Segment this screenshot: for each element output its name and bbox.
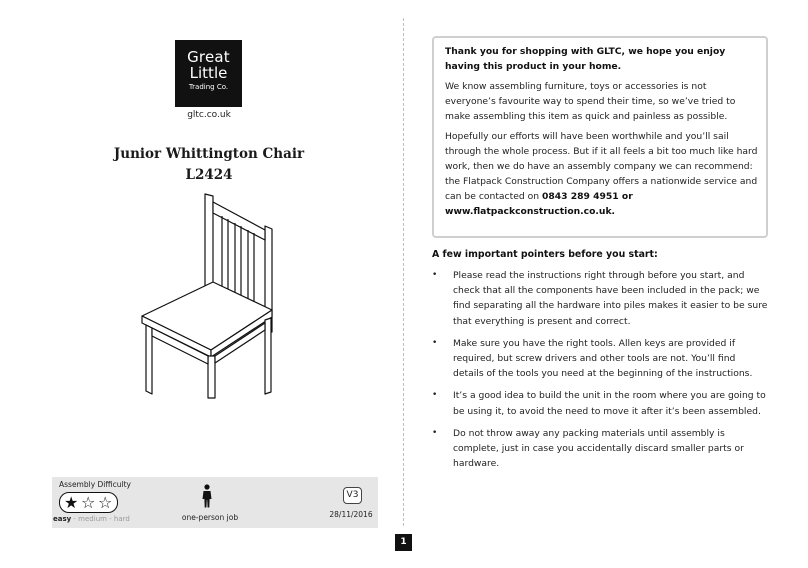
intro-contact: 0843 289 4951 or www.flatpackconstruction.co.uk. <box>445 191 633 217</box>
list-item <box>432 426 768 472</box>
job-label: one-person job <box>181 513 239 522</box>
pointer-text: Do not throw away any packing materials until assembly is complete, just in case you accidentally discard smaller parts or hardware. <box>453 427 744 470</box>
brand-website: gltc.co.uk <box>187 110 231 120</box>
page-divider <box>403 18 404 526</box>
star-empty-icon: ☆ <box>98 493 113 512</box>
star-empty-icon: ☆ <box>81 493 96 512</box>
list-item <box>432 336 768 382</box>
bullet-icon: • <box>432 337 438 348</box>
page-number: 1 <box>395 534 412 551</box>
intro-paragraph-2-text: Hopefully our efforts will have been worthwhile and you’ll sail through the whole process. But if it all feels a bit too much like hard work, then we do have an assembly company we can recommend: the Flatpack Construction Company offers a nationwide service and can be contacted on <box>445 131 758 202</box>
revision-date: 28/11/2016 <box>329 510 373 519</box>
chair-illustration <box>138 192 278 402</box>
difficulty-label: Assembly Difficulty <box>59 480 131 489</box>
brand-line-2: Little <box>189 64 228 82</box>
brand-line-1: Great <box>187 48 230 66</box>
difficulty-scale <box>53 515 130 523</box>
pointer-text: Make sure you have the right tools. Allen keys are provided if required, but screw drivers and other tools are not. You’ll find details of the tools you need at the beginning of the instructions. <box>453 337 753 380</box>
intro-thanks: Thank you for shopping with GLTC, we hope you enjoy having this product in your home. <box>445 46 726 72</box>
pointers-list <box>432 268 768 478</box>
list-item <box>432 268 768 329</box>
brand-line-3: Trading Co. <box>188 83 229 91</box>
pointers-title: A few important pointers before you start: <box>432 249 658 260</box>
brand-logo <box>175 40 242 107</box>
version-badge: V3 <box>343 487 362 504</box>
intro-paragraph-2 <box>445 129 758 219</box>
difficulty-easy: easy <box>53 515 72 523</box>
pointer-text: It’s a good idea to build the unit in the room where you are going to be using it, to avoid the need to move it after it’s been assembled. <box>453 390 766 417</box>
person-icon <box>201 484 213 508</box>
product-title: Junior Whittington Chair <box>113 146 305 162</box>
pointer-text: Please read the instructions right through before you start, and check that all the components have been included in the pack; we find separating all the hardware into piles makes it easier to be sure that everything is present and correct. <box>453 270 768 327</box>
difficulty-stars <box>59 492 118 513</box>
difficulty-rest: - medium - hard <box>71 515 130 523</box>
intro-box <box>432 36 768 238</box>
star-filled-icon: ★ <box>64 493 79 512</box>
product-code: L2424 <box>185 167 233 183</box>
bullet-icon: • <box>432 270 438 280</box>
intro-paragraph-1: We know assembling furniture, toys or accessories is not everyone’s favourite way to spend their time, so we’ve tried to make assembling this item as quick and painless as possible. <box>445 81 736 122</box>
list-item <box>432 388 768 418</box>
bullet-icon: • <box>432 427 438 438</box>
bullet-icon: • <box>432 390 438 401</box>
